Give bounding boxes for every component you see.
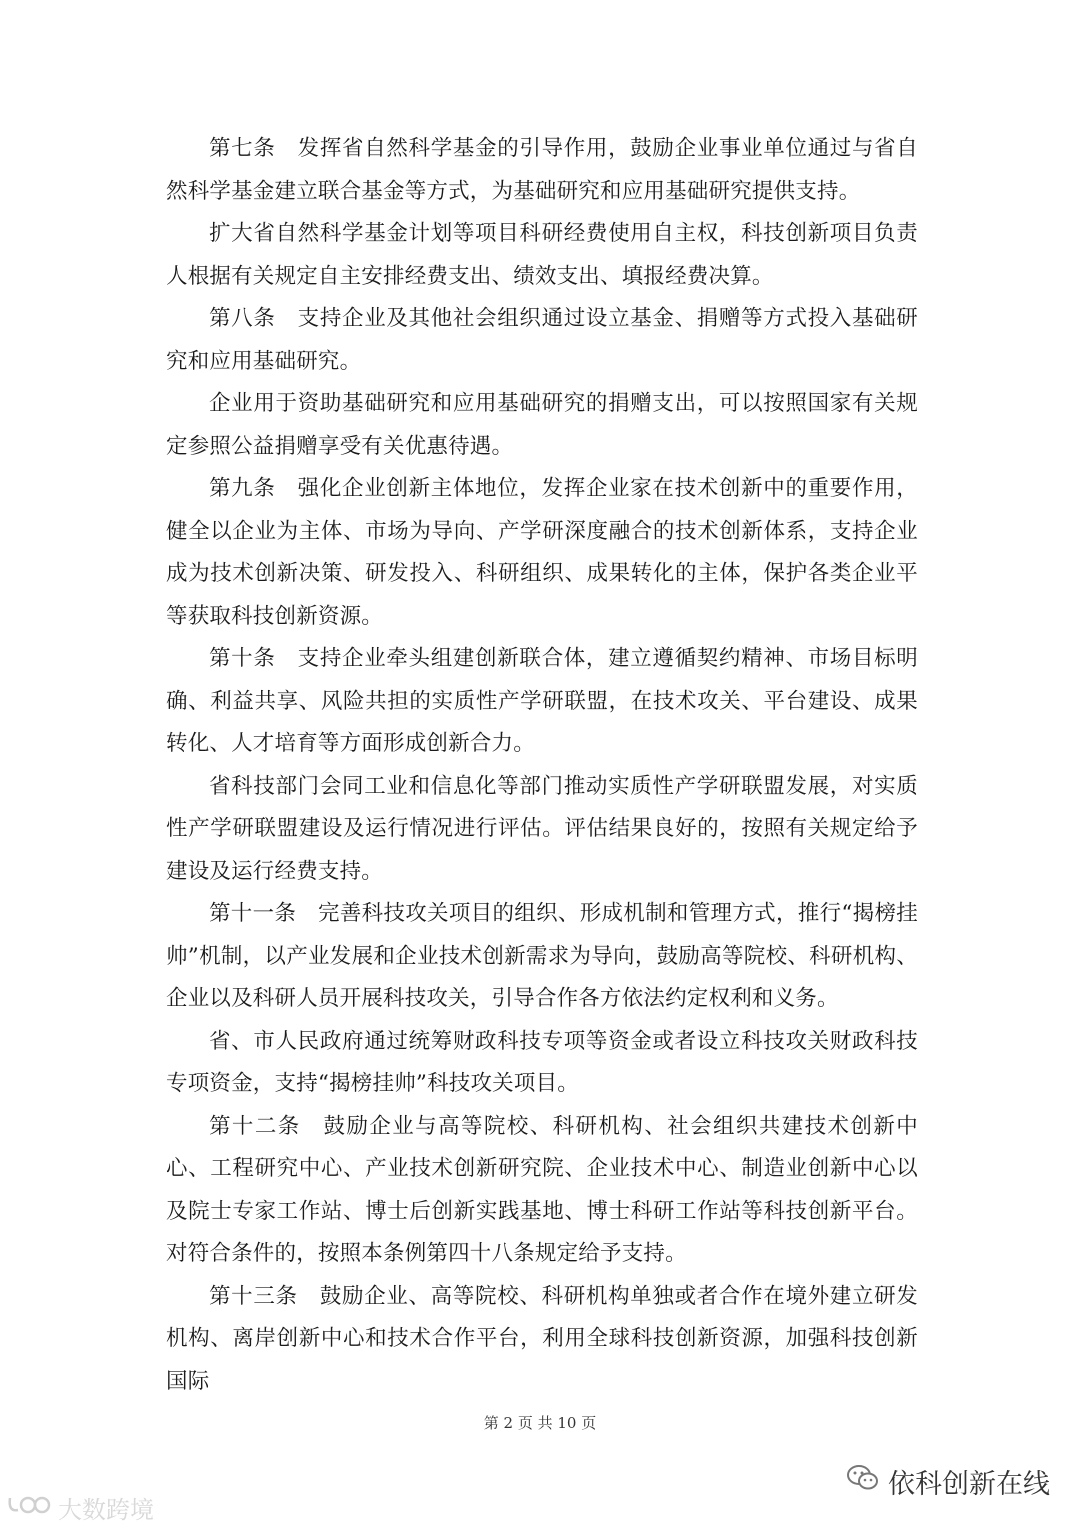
paragraph-article-7: 第七条 发挥省自然科学基金的引导作用，鼓励企业事业单位通过与省自然科学基金建立联合基金等方式，为基础研究和应用基础研究提供支持。 (166, 136, 918, 204)
watermark-left-text: 大数跨境 (58, 1496, 154, 1524)
paragraph-article-8-2: 企业用于资助基础研究和应用基础研究的捐赠支出，可以按照国家有关规定参照公益捐赠享受有关优惠待遇。 (166, 391, 918, 459)
watermark-right-text: 依科创新在线 (888, 1469, 1050, 1500)
paragraph-article-7-2: 扩大省自然科学基金计划等项目科研经费使用自主权，科技创新项目负责人根据有关规定自主安排经费支出、绩效支出、填报经费决算。 (166, 221, 918, 289)
paragraph-article-10-2: 省科技部门会同工业和信息化等部门推动实质性产学研联盟发展，对实质性产学研联盟建设及运行情况进行评估。评估结果良好的，按照有关规定给予建设及运行经费支持。 (166, 773, 918, 884)
paragraph-article-11-2: 省、市人民政府通过统筹财政科技专项等资金或者设立科技攻关财政科技专项资金，支持“揭榜挂帅”科技攻关项目。 (166, 1028, 918, 1096)
paragraph-article-12: 第十二条 鼓励企业与高等院校、科研机构、社会组织共建技术创新中心、工程研究中心、产业技术创新研究院、企业技术中心、制造业创新中心以及院士专家工作站、博士后创新实践基地、博士科研工作站等科技创新平台。对符合条件的，按照本条例第四十八条规定给予支持。 (166, 1113, 918, 1266)
document-body (166, 128, 918, 1403)
wechat-icon (846, 1463, 880, 1500)
page-footer (0, 1412, 1080, 1433)
watermark-right (846, 1462, 1050, 1501)
paragraph-article-11: 第十一条 完善科技攻关项目的组织、形成机制和管理方式，推行“揭榜挂帅”机制，以产业发展和企业技术创新需求为导向，鼓励高等院校、科研机构、企业以及科研人员开展科技攻关，引导合作各方依法约定权利和义务。 (166, 901, 918, 1011)
paragraph-article-13: 第十三条 鼓励企业、高等院校、科研机构单独或者合作在境外建立研发机构、离岸创新中心和技术合作平台，利用全球科技创新资源，加强科技创新国际 (166, 1283, 918, 1394)
page-number: 第 2 页 共 10 页 (483, 1414, 597, 1432)
watermark-left (6, 1490, 154, 1525)
paragraph-article-10: 第十条 支持企业牵头组建创新联合体，建立遵循契约精神、市场目标明确、利益共享、风险共担的实质性产学研联盟，在技术攻关、平台建设、成果转化、人才培育等方面形成创新合力。 (166, 646, 918, 756)
logo-icon (6, 1494, 52, 1522)
paragraph-article-9: 第九条 强化企业创新主体地位，发挥企业家在技术创新中的重要作用，健全以企业为主体、市场为导向、产学研深度融合的技术创新体系，支持企业成为技术创新决策、研发投入、科研组织、成果转化的主体，保护各类企业平等获取科技创新资源。 (166, 476, 918, 629)
paragraph-article-8: 第八条 支持企业及其他社会组织通过设立基金、捐赠等方式投入基础研究和应用基础研究。 (166, 306, 918, 374)
